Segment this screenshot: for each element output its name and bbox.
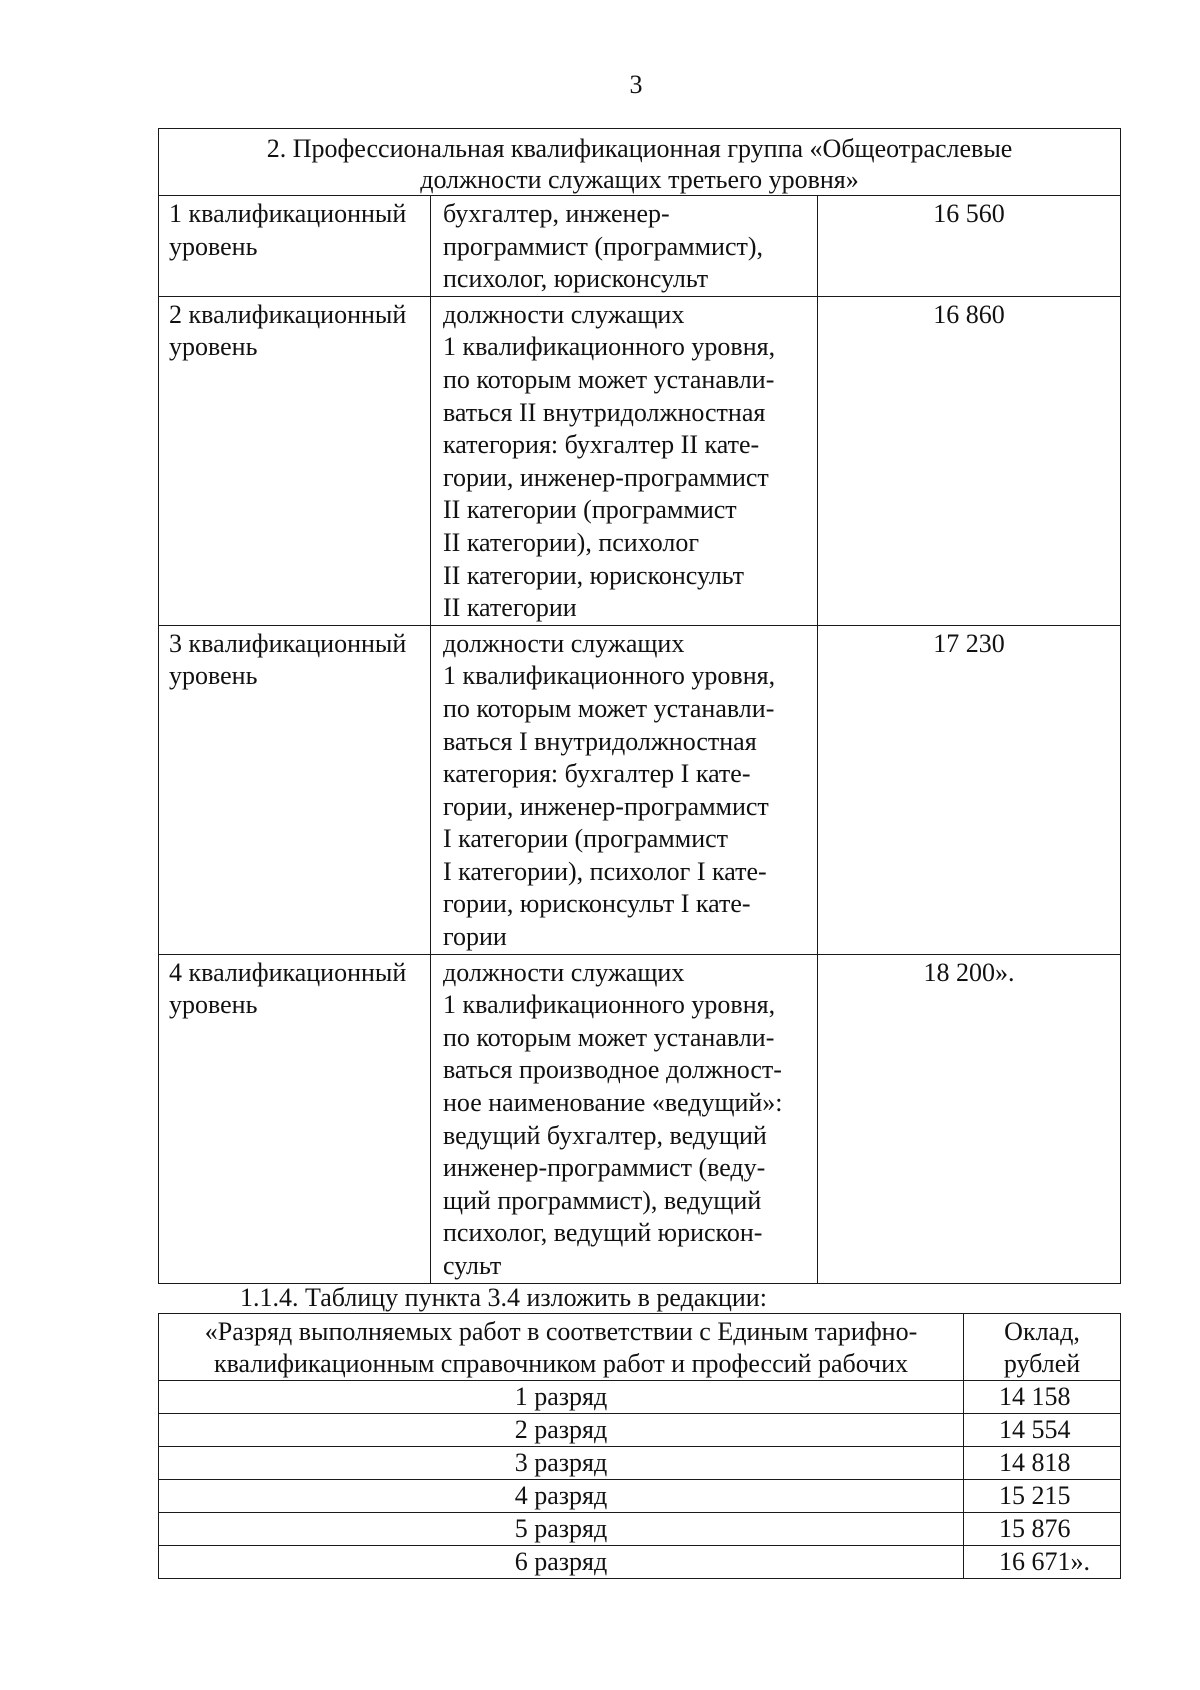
description-line: ведущий бухгалтер, ведущий <box>443 1120 767 1150</box>
rank-cell: 3 разряд <box>159 1447 964 1480</box>
table-row <box>159 296 1121 625</box>
description-line: гории <box>443 922 507 952</box>
group-title-line: 2. Профессиональная квалификационная группа «Общеотраслевые <box>266 134 1013 163</box>
group-title-row <box>159 129 1121 196</box>
rank-cell: 1 разряд <box>159 1381 964 1414</box>
page-number: 3 <box>629 70 643 99</box>
description-line: должности служащих <box>443 299 685 329</box>
rank-header-cell <box>159 1314 964 1381</box>
description-cell <box>431 296 818 625</box>
description-line: по которым может устанавли- <box>443 364 775 394</box>
description-line: психолог, ведущий юрискон- <box>443 1218 763 1248</box>
group-title-cell <box>159 129 1121 196</box>
rank-header-line: квалификационным справочником работ и профессий рабочих <box>213 1349 909 1378</box>
description-line: ваться II внутридолжностная <box>443 397 766 427</box>
description-line: категория: бухгалтер II кате- <box>443 430 760 460</box>
description-line: I категории), психолог I кате- <box>443 856 767 886</box>
salary-cell: 16 560 <box>818 196 1121 297</box>
level-cell <box>159 625 431 954</box>
header-row <box>159 1314 1121 1381</box>
description-line: должности служащих <box>443 628 685 658</box>
qualification-table <box>158 128 1121 1284</box>
description-line: ваться I внутридолжностная <box>443 726 757 756</box>
rank-salary-table <box>158 1313 1121 1579</box>
description-cell <box>431 196 818 297</box>
table-row <box>159 954 1121 1283</box>
description-line: II категории <box>443 593 577 623</box>
description-line: гории, юрисконсульт I кате- <box>443 889 751 919</box>
level-line: уровень <box>169 990 258 1020</box>
level-cell <box>159 954 431 1283</box>
description-line: щий программист), ведущий <box>443 1185 762 1215</box>
level-line: уровень <box>169 332 258 362</box>
table-row <box>159 1480 1121 1513</box>
description-line: II категории, юрисконсульт <box>443 560 745 590</box>
salary-cell: 14 554 <box>964 1414 1121 1447</box>
description-line: 1 квалификационного уровня, <box>443 990 776 1020</box>
level-line: уровень <box>169 231 258 261</box>
description-cell <box>431 954 818 1283</box>
table-row <box>159 1513 1121 1546</box>
rank-header-line: «Разряд выполняемых работ в соответствии с Единым тарифно- <box>204 1317 918 1346</box>
rank-cell: 6 разряд <box>159 1546 964 1579</box>
description-line: гории, инженер-программист <box>443 791 769 821</box>
table-row <box>159 1546 1121 1579</box>
description-line: II категории), психолог <box>443 527 700 557</box>
description-line: по которым может устанавли- <box>443 1022 775 1052</box>
description-line: сульт <box>443 1251 502 1280</box>
salary-header-line: Оклад, <box>1004 1317 1080 1346</box>
description-line: 1 квалификационного уровня, <box>443 332 776 362</box>
description-line: инженер-программист (веду- <box>443 1153 766 1183</box>
table-row <box>159 1447 1121 1480</box>
rank-cell: 5 разряд <box>159 1513 964 1546</box>
description-line: II категории (программист <box>443 495 737 525</box>
salary-cell: 15 215 <box>964 1480 1121 1513</box>
table-row <box>159 1414 1121 1447</box>
group-title-line: должности служащих третьего уровня» <box>420 165 859 194</box>
description-line: ваться производное должност- <box>443 1055 782 1085</box>
salary-cell: 18 200». <box>818 954 1121 1283</box>
table-row <box>159 196 1121 297</box>
description-line: I категории (программист <box>443 824 729 854</box>
description-line: программист (программист), <box>443 231 763 261</box>
description-line: ное наименование «ведущий»: <box>443 1088 783 1118</box>
salary-cell: 15 876 <box>964 1513 1121 1546</box>
salary-cell: 16 671». <box>964 1546 1121 1579</box>
salary-header-line: рублей <box>1003 1349 1081 1378</box>
table-row <box>159 625 1121 954</box>
rank-cell: 4 разряд <box>159 1480 964 1513</box>
intro-text: 1.1.4. Таблицу пункта 3.4 изложить в редакции: <box>240 1283 767 1312</box>
description-line: гории, инженер-программист <box>443 462 769 492</box>
salary-cell: 14 158 <box>964 1381 1121 1414</box>
table-row <box>159 1381 1121 1414</box>
description-line: 1 квалификационного уровня, <box>443 661 776 691</box>
level-line: уровень <box>169 661 258 691</box>
level-line: 2 квалификационный <box>169 299 407 329</box>
description-cell <box>431 625 818 954</box>
salary-header-cell <box>964 1314 1121 1381</box>
salary-cell: 16 860 <box>818 296 1121 625</box>
level-line: 4 квалификационный <box>169 957 407 987</box>
description-line: по которым может устанавли- <box>443 693 775 723</box>
description-line: должности служащих <box>443 957 685 987</box>
level-cell <box>159 296 431 625</box>
salary-cell: 14 818 <box>964 1447 1121 1480</box>
rank-cell: 2 разряд <box>159 1414 964 1447</box>
description-line: бухгалтер, инженер- <box>443 199 670 228</box>
level-line: 3 квалификационный <box>169 628 407 658</box>
description-line: категория: бухгалтер I кате- <box>443 759 751 789</box>
level-cell <box>159 196 431 297</box>
level-line: 1 квалификационный <box>169 199 407 228</box>
salary-cell: 17 230 <box>818 625 1121 954</box>
description-line: психолог, юрисконсульт <box>443 264 709 294</box>
